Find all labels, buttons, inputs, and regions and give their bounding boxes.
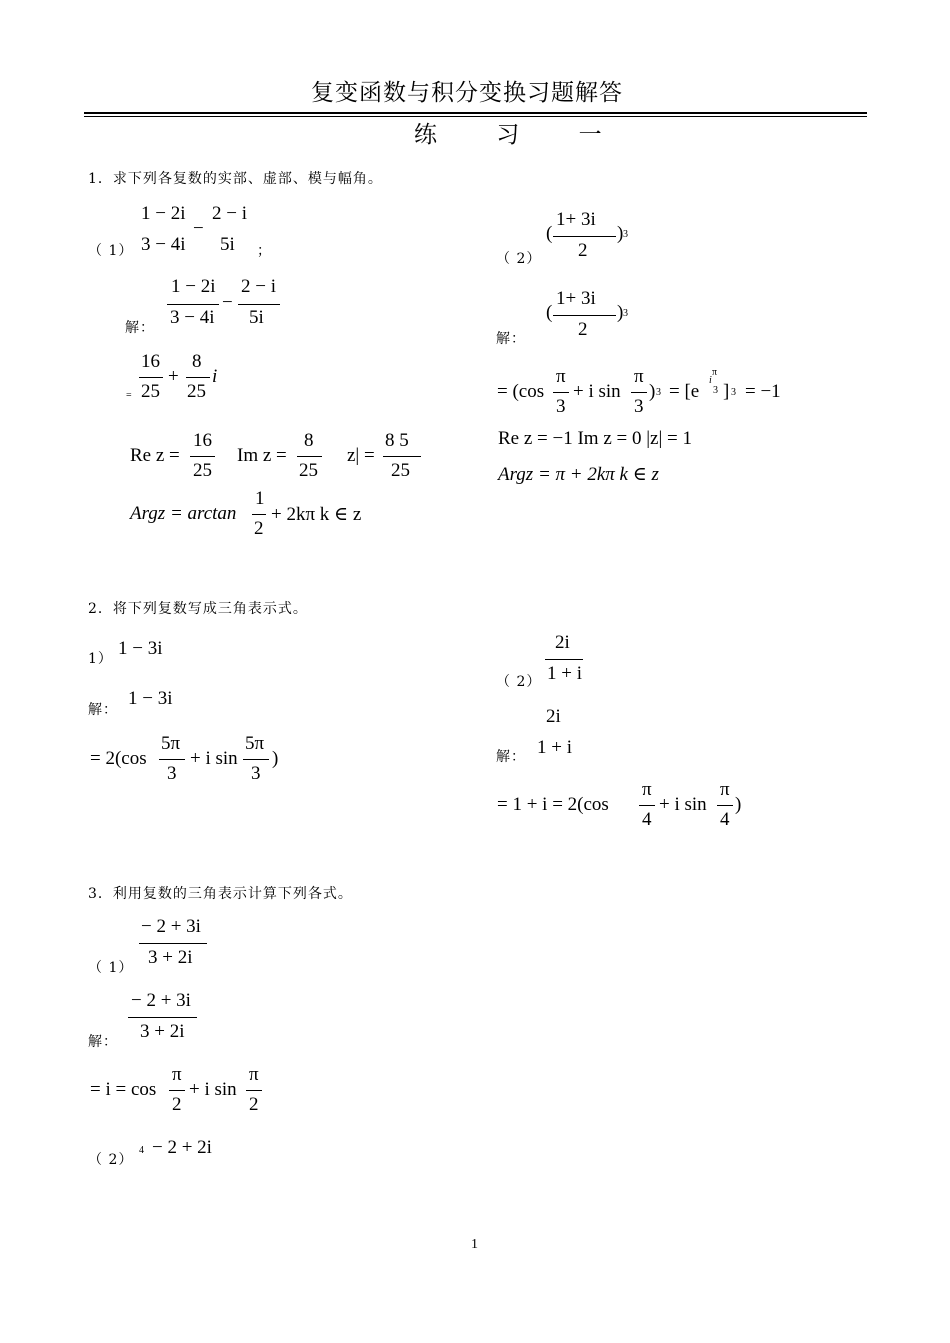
q3-res-a: = i = cos bbox=[90, 1079, 157, 1100]
q3-sol-num: − 2 + 3i bbox=[131, 990, 191, 1011]
q2-prompt: 2．将下列复数写成三角表示式。 bbox=[88, 601, 308, 617]
q3-res-pi: π bbox=[172, 1064, 182, 1085]
fraction-bar bbox=[252, 514, 266, 515]
q2-res-mid: + i sin bbox=[190, 748, 238, 769]
q3-part1-label: （ 1） bbox=[88, 960, 134, 976]
q2-res-d2: 3 bbox=[251, 763, 261, 784]
q1-sol-num-a: 1 − 2i bbox=[171, 276, 216, 297]
fraction-bar bbox=[169, 1090, 185, 1091]
q2-res-close: ) bbox=[272, 748, 279, 769]
fraction-bar bbox=[553, 236, 616, 237]
q1-p2-den: 2 bbox=[578, 240, 588, 261]
q1-part2-solution-label: 解： bbox=[496, 331, 526, 347]
fraction-bar bbox=[631, 392, 647, 393]
q1-im-lhs: Im z = bbox=[237, 445, 287, 466]
q2-part2-label: （ 2） bbox=[496, 674, 542, 690]
q2-p2-four-2: 4 bbox=[720, 809, 730, 830]
q1-mod-num: 8 5 bbox=[385, 430, 409, 451]
q1-p2-pi-1: π bbox=[556, 366, 566, 387]
q1-p2-e-3: 3 bbox=[713, 385, 718, 396]
q3-p2-root-index: 4 bbox=[139, 1145, 144, 1156]
q1-re-lhs: Re z = bbox=[130, 445, 180, 466]
q1-arg-tail: + 2kπ k ∈ z bbox=[271, 504, 362, 525]
fraction-bar bbox=[139, 943, 207, 944]
q1-p2-line1-a: = (cos bbox=[497, 381, 545, 402]
fraction-bar bbox=[246, 1090, 262, 1091]
q2-p2-den: 1 + i bbox=[547, 663, 582, 684]
fraction-bar bbox=[167, 304, 219, 305]
q1-p2-result: = −1 bbox=[745, 381, 781, 402]
q1-prompt: 1．求下列各复数的实部、虚部、模与幅角。 bbox=[88, 171, 383, 187]
fraction-bar bbox=[243, 759, 269, 760]
q2-res-d: 3 bbox=[167, 763, 177, 784]
q1-p2-e: = [e bbox=[669, 381, 700, 402]
q1-im-den: 25 bbox=[299, 460, 318, 481]
q1-p2-sol-close: ) bbox=[617, 302, 624, 323]
q1-arg-den: 2 bbox=[254, 518, 264, 539]
q1-part1-num-b: 2 − i bbox=[212, 203, 247, 224]
q3-res-mid: + i sin bbox=[189, 1079, 237, 1100]
q3-p2-expr: − 2 + 2i bbox=[152, 1137, 212, 1158]
q3-p1-den: 3 + 2i bbox=[148, 947, 193, 968]
q1-re-den: 25 bbox=[193, 460, 212, 481]
q1-part1-den-b: 5i bbox=[220, 234, 235, 255]
q1-p2-e-sup: i bbox=[709, 375, 712, 386]
q1-p2-line3: Argz = π + 2kπ k ∈ z bbox=[498, 464, 659, 485]
fraction-bar bbox=[383, 456, 421, 457]
q1-p2-sol-num: 1+ 3i bbox=[556, 288, 596, 309]
q3-sol-den: 3 + 2i bbox=[140, 1021, 185, 1042]
q1-p2-e-close: ] bbox=[723, 381, 730, 402]
q1-p2-sol-den: 2 bbox=[578, 319, 588, 340]
fraction-bar bbox=[186, 377, 210, 378]
q1-part1-minus: − bbox=[193, 218, 204, 239]
q1-mod-den: 25 bbox=[391, 460, 410, 481]
fraction-bar bbox=[128, 1017, 197, 1018]
q1-p2-three-2: 3 bbox=[634, 396, 644, 417]
q1-part2-label: （ 2） bbox=[496, 251, 542, 267]
section-title: 练 习 一 bbox=[414, 122, 628, 148]
fraction-bar bbox=[553, 315, 616, 316]
q1-arg-lhs: Argz = arctan bbox=[130, 503, 237, 524]
q1-part1-den-a: 3 − 4i bbox=[141, 234, 186, 255]
q3-res-two2: 2 bbox=[249, 1094, 259, 1115]
q2-p2-sol-num: 2i bbox=[546, 706, 561, 727]
q1-p2-three-1: 3 bbox=[556, 396, 566, 417]
q1-p2-open: ( bbox=[546, 223, 553, 244]
q1-im-num: 8 bbox=[304, 430, 314, 451]
fraction-bar bbox=[190, 456, 215, 457]
q2-sol-expr: 1 − 3i bbox=[128, 688, 173, 709]
q1-solution-label: 解： bbox=[125, 320, 155, 336]
q3-p1-num: − 2 + 3i bbox=[141, 916, 201, 937]
page-number: 1 bbox=[471, 1237, 478, 1252]
q1-res-n1: 16 bbox=[141, 351, 160, 372]
q2-p2-num: 2i bbox=[555, 632, 570, 653]
q3-part2-label: （ 2） bbox=[88, 1152, 134, 1168]
fraction-bar bbox=[238, 304, 280, 305]
q2-p2-res-a: = 1 + i = 2(cos bbox=[497, 794, 609, 815]
q2-solution-label: 解： bbox=[88, 702, 118, 718]
q1-res-i: i bbox=[212, 366, 218, 387]
q3-solution-label: 解： bbox=[88, 1034, 118, 1050]
fraction-bar bbox=[159, 759, 185, 760]
q2-p2-pi-1: π bbox=[642, 779, 652, 800]
q2-part1-expr: 1 − 3i bbox=[118, 638, 163, 659]
q1-sol-num-b: 2 − i bbox=[241, 276, 276, 297]
header-rule bbox=[84, 112, 867, 114]
q1-p2-line2: Re z = −1 Im z = 0 |z| = 1 bbox=[498, 428, 692, 449]
q1-p2-line1-b: ) bbox=[649, 381, 656, 402]
q3-prompt: 3．利用复数的三角表示计算下列各式。 bbox=[88, 886, 353, 902]
q1-sol-minus: − bbox=[222, 292, 233, 313]
q1-p2-num: 1+ 3i bbox=[556, 209, 596, 230]
q1-p2-e-pi: π bbox=[712, 367, 718, 378]
q1-part1-num-a: 1 − 2i bbox=[141, 203, 186, 224]
q2-part2-solution-label: 解： bbox=[496, 749, 526, 765]
q1-re-num: 16 bbox=[193, 430, 212, 451]
q2-res-a: = 2(cos bbox=[90, 748, 147, 769]
fraction-bar bbox=[139, 377, 163, 378]
q3-res-two: 2 bbox=[172, 1094, 182, 1115]
q2-p2-sol-den: 1 + i bbox=[537, 737, 572, 758]
q1-p2-mid: + i sin bbox=[573, 381, 621, 402]
q1-res-d1: 25 bbox=[141, 381, 160, 402]
q1-p2-sol-exp: 3 bbox=[623, 308, 628, 319]
q1-p2-pi-2: π bbox=[634, 366, 644, 387]
q2-part1-label: 1） bbox=[88, 651, 113, 667]
q1-p2-sol-open: ( bbox=[546, 302, 553, 323]
q1-arg-num: 1 bbox=[255, 488, 265, 509]
fraction-bar bbox=[717, 805, 733, 806]
document-title: 复变函数与积分变换习题解答 bbox=[311, 80, 623, 106]
q2-p2-four-1: 4 bbox=[642, 809, 652, 830]
q2-p2-pi-2: π bbox=[720, 779, 730, 800]
q3-res-pi2: π bbox=[249, 1064, 259, 1085]
q1-part1-label: （ 1） bbox=[88, 243, 134, 259]
q1-p2-exp-3: 3 bbox=[731, 387, 736, 398]
q2-p2-mid: + i sin bbox=[659, 794, 707, 815]
fraction-bar bbox=[545, 659, 583, 660]
fraction-bar bbox=[297, 456, 322, 457]
q1-res-n2: 8 bbox=[192, 351, 202, 372]
q2-p2-close: ) bbox=[735, 794, 742, 815]
q1-result-eq: = bbox=[126, 390, 132, 401]
fraction-bar bbox=[553, 392, 569, 393]
q1-p2-close: ) bbox=[617, 223, 624, 244]
q1-sol-den-b: 5i bbox=[249, 307, 264, 328]
q1-sol-den-a: 3 − 4i bbox=[170, 307, 215, 328]
q1-p2-exp: 3 bbox=[623, 229, 628, 240]
q1-p2-exp-2: 3 bbox=[656, 387, 661, 398]
q1-res-d2: 25 bbox=[187, 381, 206, 402]
q1-part1-tail: ； bbox=[257, 243, 272, 259]
q2-res-n2: 5π bbox=[245, 733, 265, 754]
q2-res-n: 5π bbox=[161, 733, 181, 754]
q1-mod-lhs: z| = bbox=[347, 445, 375, 466]
q1-res-plus: + bbox=[168, 366, 179, 387]
fraction-bar bbox=[639, 805, 655, 806]
